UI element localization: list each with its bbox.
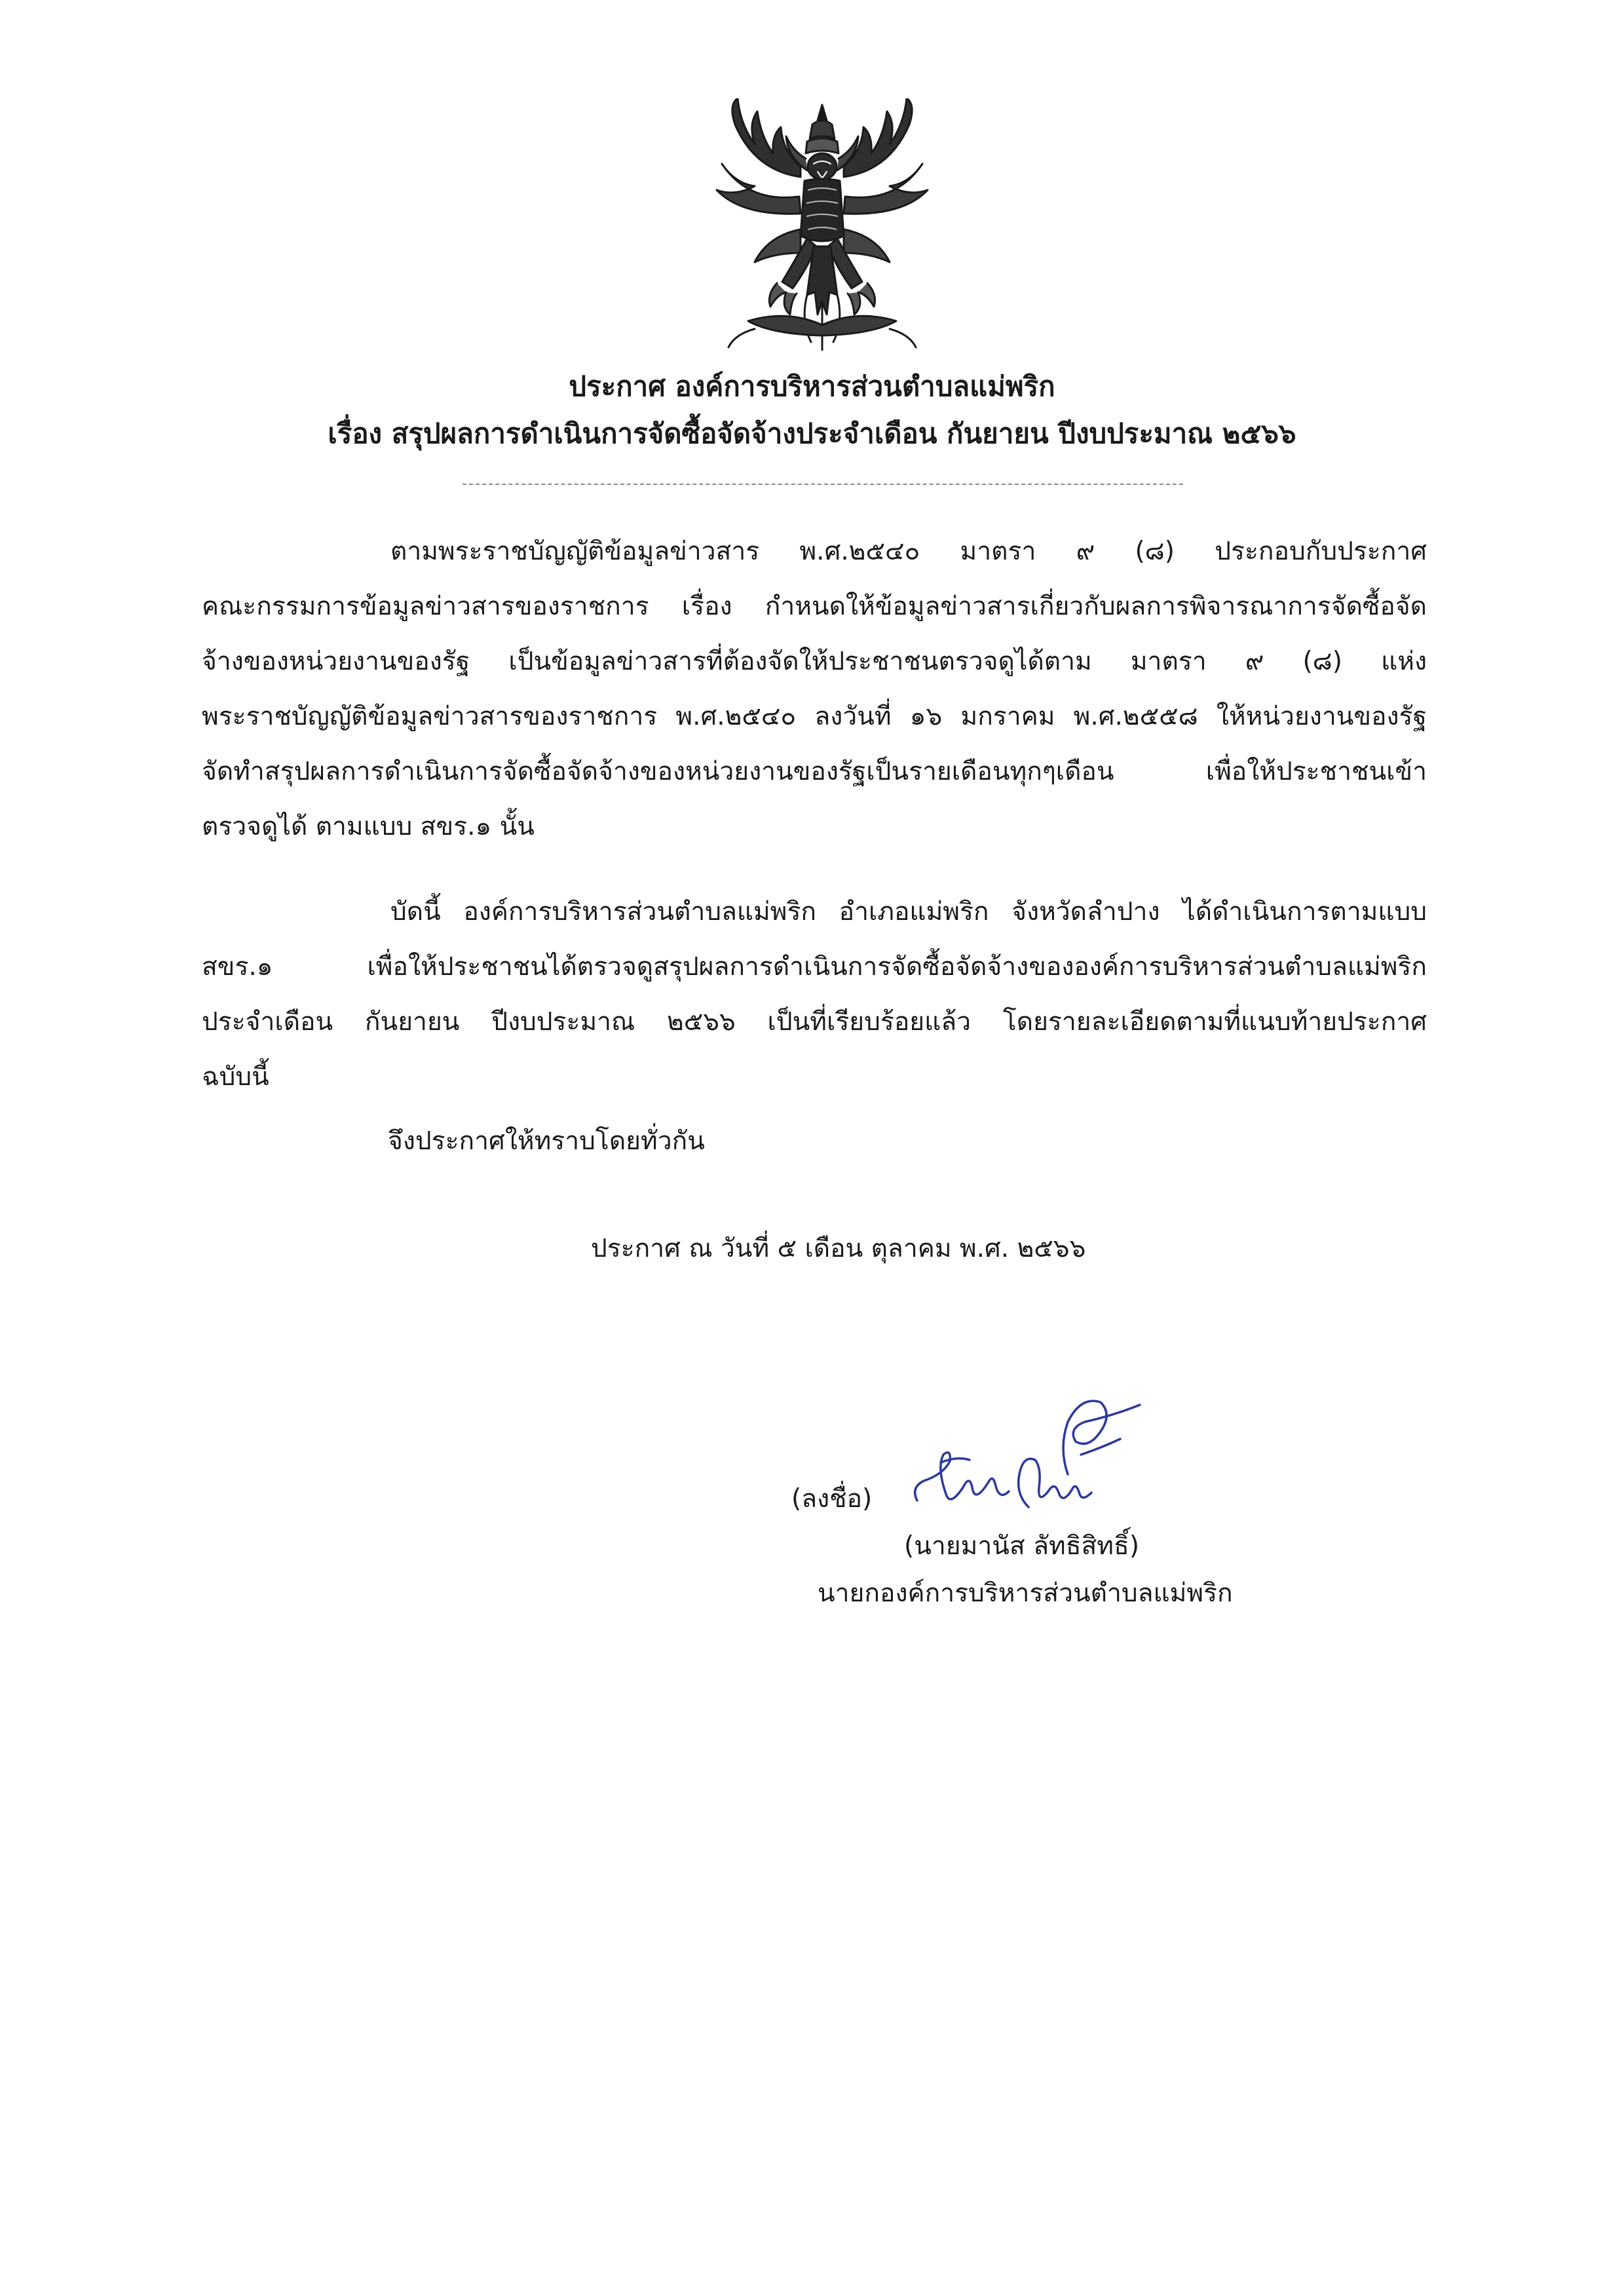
title-divider bbox=[463, 484, 1183, 485]
paragraph-line: ตรวจดูได้ ตามแบบ สขร.๑ นั้น bbox=[202, 812, 535, 841]
garuda-emblem-icon bbox=[709, 98, 935, 353]
handwritten-signature-icon bbox=[904, 1376, 1153, 1533]
paragraph-line: คณะกรรมการข้อมูลข่าวสารของราชการ เรื่อง กำหนดให้ข้อมูลข่าวสารเกี่ยวกับผลการพิจารณาการจัดซื้อจัด bbox=[202, 592, 1427, 621]
paragraph-line: จ้างของหน่วยงานของรัฐ เป็นข้อมูลข่าวสารที่ต้องจัดให้ประชาชนตรวจดูได้ตาม มาตรา ๙ (๘) แห่ง bbox=[202, 647, 1427, 676]
announcement-subject: เรื่อง สรุปผลการดำเนินการจัดซื้อจัดจ้างประจำเดือน กันยายน ปีงบประมาณ ๒๕๖๖ bbox=[328, 417, 1296, 450]
announcement-title: ประกาศ องค์การบริหารส่วนตำบลแม่พริก bbox=[569, 370, 1055, 402]
paragraph-announcement bbox=[202, 885, 1427, 1105]
paragraph-line: สขร.๑ เพื่อให้ประชาชนได้ตรวจดูสรุปผลการดำเนินการจัดซื้อจัดจ้างขององค์การบริหารส่วนตำบลแม่พริก bbox=[202, 952, 1427, 982]
paragraph-line: พระราชบัญญัติข้อมูลข่าวสารของราชการ พ.ศ.๒๕๔๐ ลงวันที่ ๑๖ มกราคม พ.ศ.๒๕๕๘ ให้หน่วยงานของรัฐ bbox=[202, 702, 1427, 731]
closing-statement: จึงประกาศให้ทราบโดยทั่วกัน bbox=[388, 1126, 705, 1156]
signer-position: นายกองค์การบริหารส่วนตำบลแม่พริก bbox=[818, 1578, 1233, 1608]
signer-name: (นายมานัส ลัทธิสิทธิ์) bbox=[904, 1531, 1140, 1561]
signature-label: (ลงชื่อ) bbox=[791, 1484, 873, 1514]
paragraph-legal-basis bbox=[202, 524, 1427, 854]
paragraph-line: ตามพระราชบัญญัติข้อมูลข่าวสาร พ.ศ.๒๕๔๐ มาตรา ๙ (๘) ประกอบกับประกาศ bbox=[390, 537, 1427, 566]
paragraph-line: ประจำเดือน กันยายน ปีงบประมาณ ๒๕๖๖ เป็นที่เรียบร้อยแล้ว โดยรายละเอียดตามที่แนบท้ายประกาศ bbox=[202, 1007, 1427, 1037]
paragraph-line: ฉบับนี้ bbox=[202, 1062, 269, 1092]
paragraph-line: บัดนี้ องค์การบริหารส่วนตำบลแม่พริก อำเภอแม่พริก จังหวัดลำปาง ได้ดำเนินการตามแบบ bbox=[390, 897, 1427, 927]
paragraph-line: จัดทำสรุปผลการดำเนินการจัดซื้อจัดจ้างของหน่วยงานของรัฐเป็นรายเดือนทุกๆเดือน เพื่อให้ประชาชนเข้า bbox=[202, 757, 1427, 786]
announcement-date: ประกาศ ณ วันที่ ๕ เดือน ตุลาคม พ.ศ. ๒๕๖๖ bbox=[591, 1234, 1086, 1263]
